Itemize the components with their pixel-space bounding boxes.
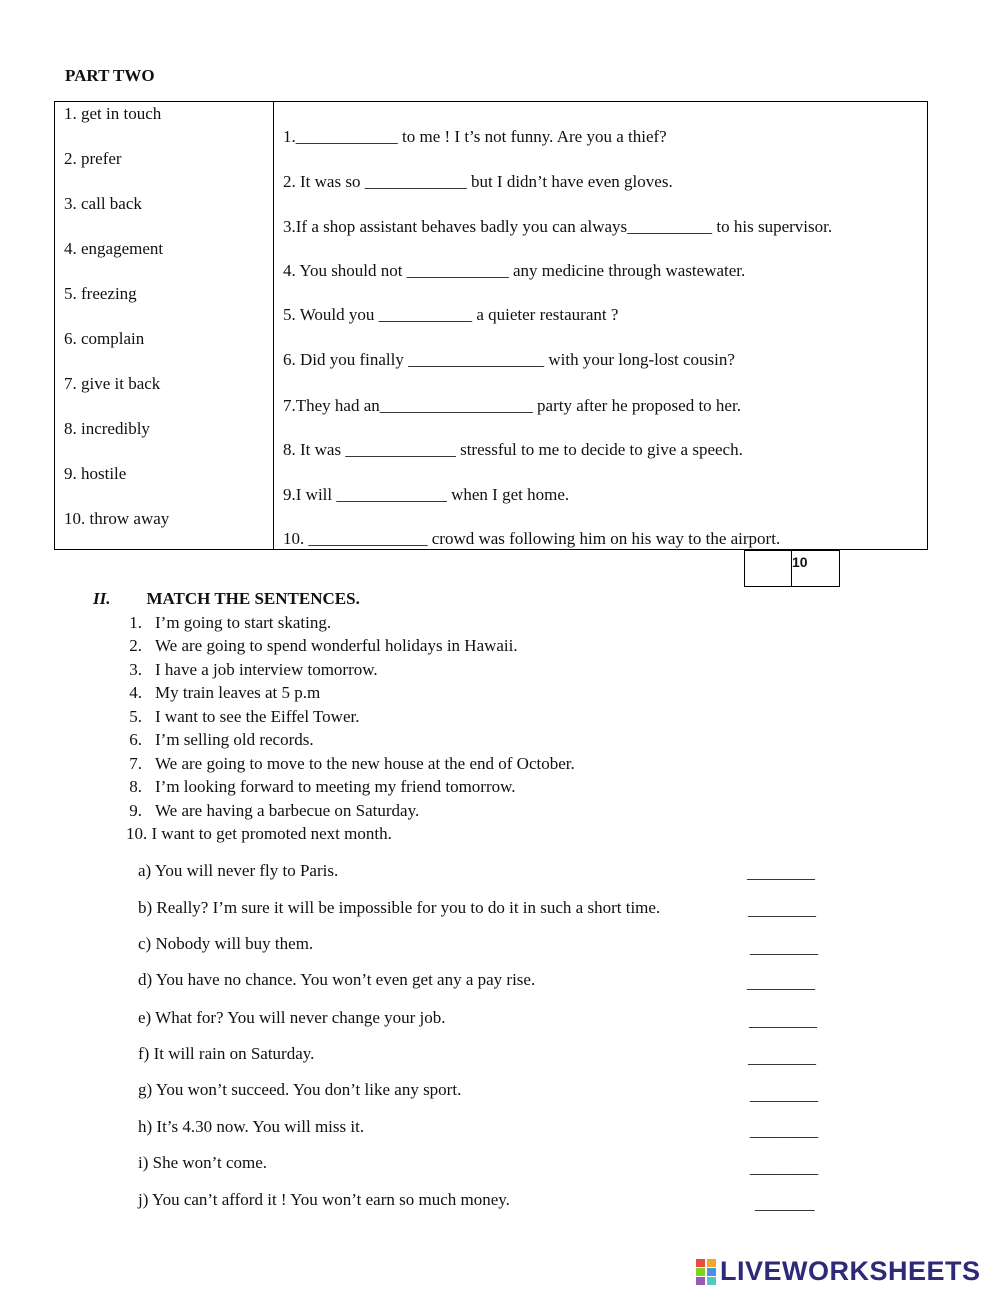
part-two-title: PART TWO xyxy=(65,66,155,85)
answer-blank[interactable]: ________ xyxy=(748,1048,816,1067)
response-item: h) It’s 4.30 now. You will miss it. xyxy=(138,1117,365,1136)
answer-blank[interactable]: ________ xyxy=(747,973,815,992)
gap-sentence[interactable]: 3.If a shop assistant behaves badly you can always__________ to his supervisor. xyxy=(283,217,833,236)
answer-blank[interactable]: ________ xyxy=(747,863,815,882)
answer-blank[interactable]: ________ xyxy=(750,938,818,957)
response-item: f) It will rain on Saturday. xyxy=(138,1044,315,1063)
section-number: II. xyxy=(93,589,111,608)
table-divider xyxy=(273,101,274,550)
response-item: c) Nobody will buy them. xyxy=(138,934,314,953)
word-item: 6. complain xyxy=(64,329,145,348)
section-two-heading xyxy=(93,589,360,609)
gap-sentence[interactable]: 9.I will _____________ when I get home. xyxy=(283,485,570,504)
gap-sentence[interactable]: 10. ______________ crowd was following him on his way to the airport. xyxy=(283,529,781,548)
response-item: b) Really? I’m sure it will be impossible for you to do it in such a short time. xyxy=(138,898,661,917)
answer-blank[interactable]: ________ xyxy=(748,900,816,919)
response-item: g) You won’t succeed. You don’t like any sport. xyxy=(138,1080,462,1099)
response-item: j) You can’t afford it ! You won’t earn so much money. xyxy=(138,1190,510,1209)
gap-sentence[interactable]: 1.____________ to me ! I t’s not funny. Are you a thief? xyxy=(283,127,667,146)
word-item: 8. incredibly xyxy=(64,419,150,438)
score-box-empty xyxy=(744,550,792,587)
score-value: 10 xyxy=(792,554,808,570)
gap-sentence[interactable]: 5. Would you ___________ a quieter restaurant ? xyxy=(283,305,619,324)
answer-blank[interactable]: _______ xyxy=(755,1194,815,1213)
response-item: e) What for? You will never change your job. xyxy=(138,1008,446,1027)
gap-sentence[interactable]: 4. You should not ____________ any medicine through wastewater. xyxy=(283,261,746,280)
gap-sentence[interactable]: 7.They had an__________________ party after he proposed to her. xyxy=(283,396,741,415)
answer-blank[interactable]: ________ xyxy=(750,1158,818,1177)
word-item: 7. give it back xyxy=(64,374,161,393)
word-item: 10. throw away xyxy=(64,509,170,528)
answer-blank[interactable]: ________ xyxy=(750,1121,818,1140)
gap-sentence[interactable]: 6. Did you finally ________________ with your long-lost cousin? xyxy=(283,350,735,369)
answer-blank[interactable]: ________ xyxy=(750,1085,818,1104)
liveworksheets-logo xyxy=(696,1256,981,1287)
word-item: 2. prefer xyxy=(64,149,122,168)
gap-sentence[interactable]: 8. It was _____________ stressful to me to decide to give a speech. xyxy=(283,440,743,459)
response-item: d) You have no chance. You won’t even get any a pay rise. xyxy=(138,970,536,989)
word-item: 4. engagement xyxy=(64,239,164,258)
logo-text: LIVEWORKSHEETS xyxy=(720,1256,981,1286)
list-item: 10. I want to get promoted next month. xyxy=(126,824,392,843)
word-item: 5. freezing xyxy=(64,284,137,303)
section-title: MATCH THE SENTENCES. xyxy=(146,589,360,608)
answer-blank[interactable]: ________ xyxy=(749,1011,817,1030)
gap-sentence[interactable]: 2. It was so ____________ but I didn’t have even gloves. xyxy=(283,172,673,191)
vocabulary-table xyxy=(54,101,928,550)
logo-icon xyxy=(696,1259,716,1285)
word-item: 3. call back xyxy=(64,194,142,213)
response-item: i) She won’t come. xyxy=(138,1153,268,1172)
response-item: a) You will never fly to Paris. xyxy=(138,861,339,880)
word-item: 9. hostile xyxy=(64,464,127,483)
word-item: 1. get in touch xyxy=(64,104,162,123)
